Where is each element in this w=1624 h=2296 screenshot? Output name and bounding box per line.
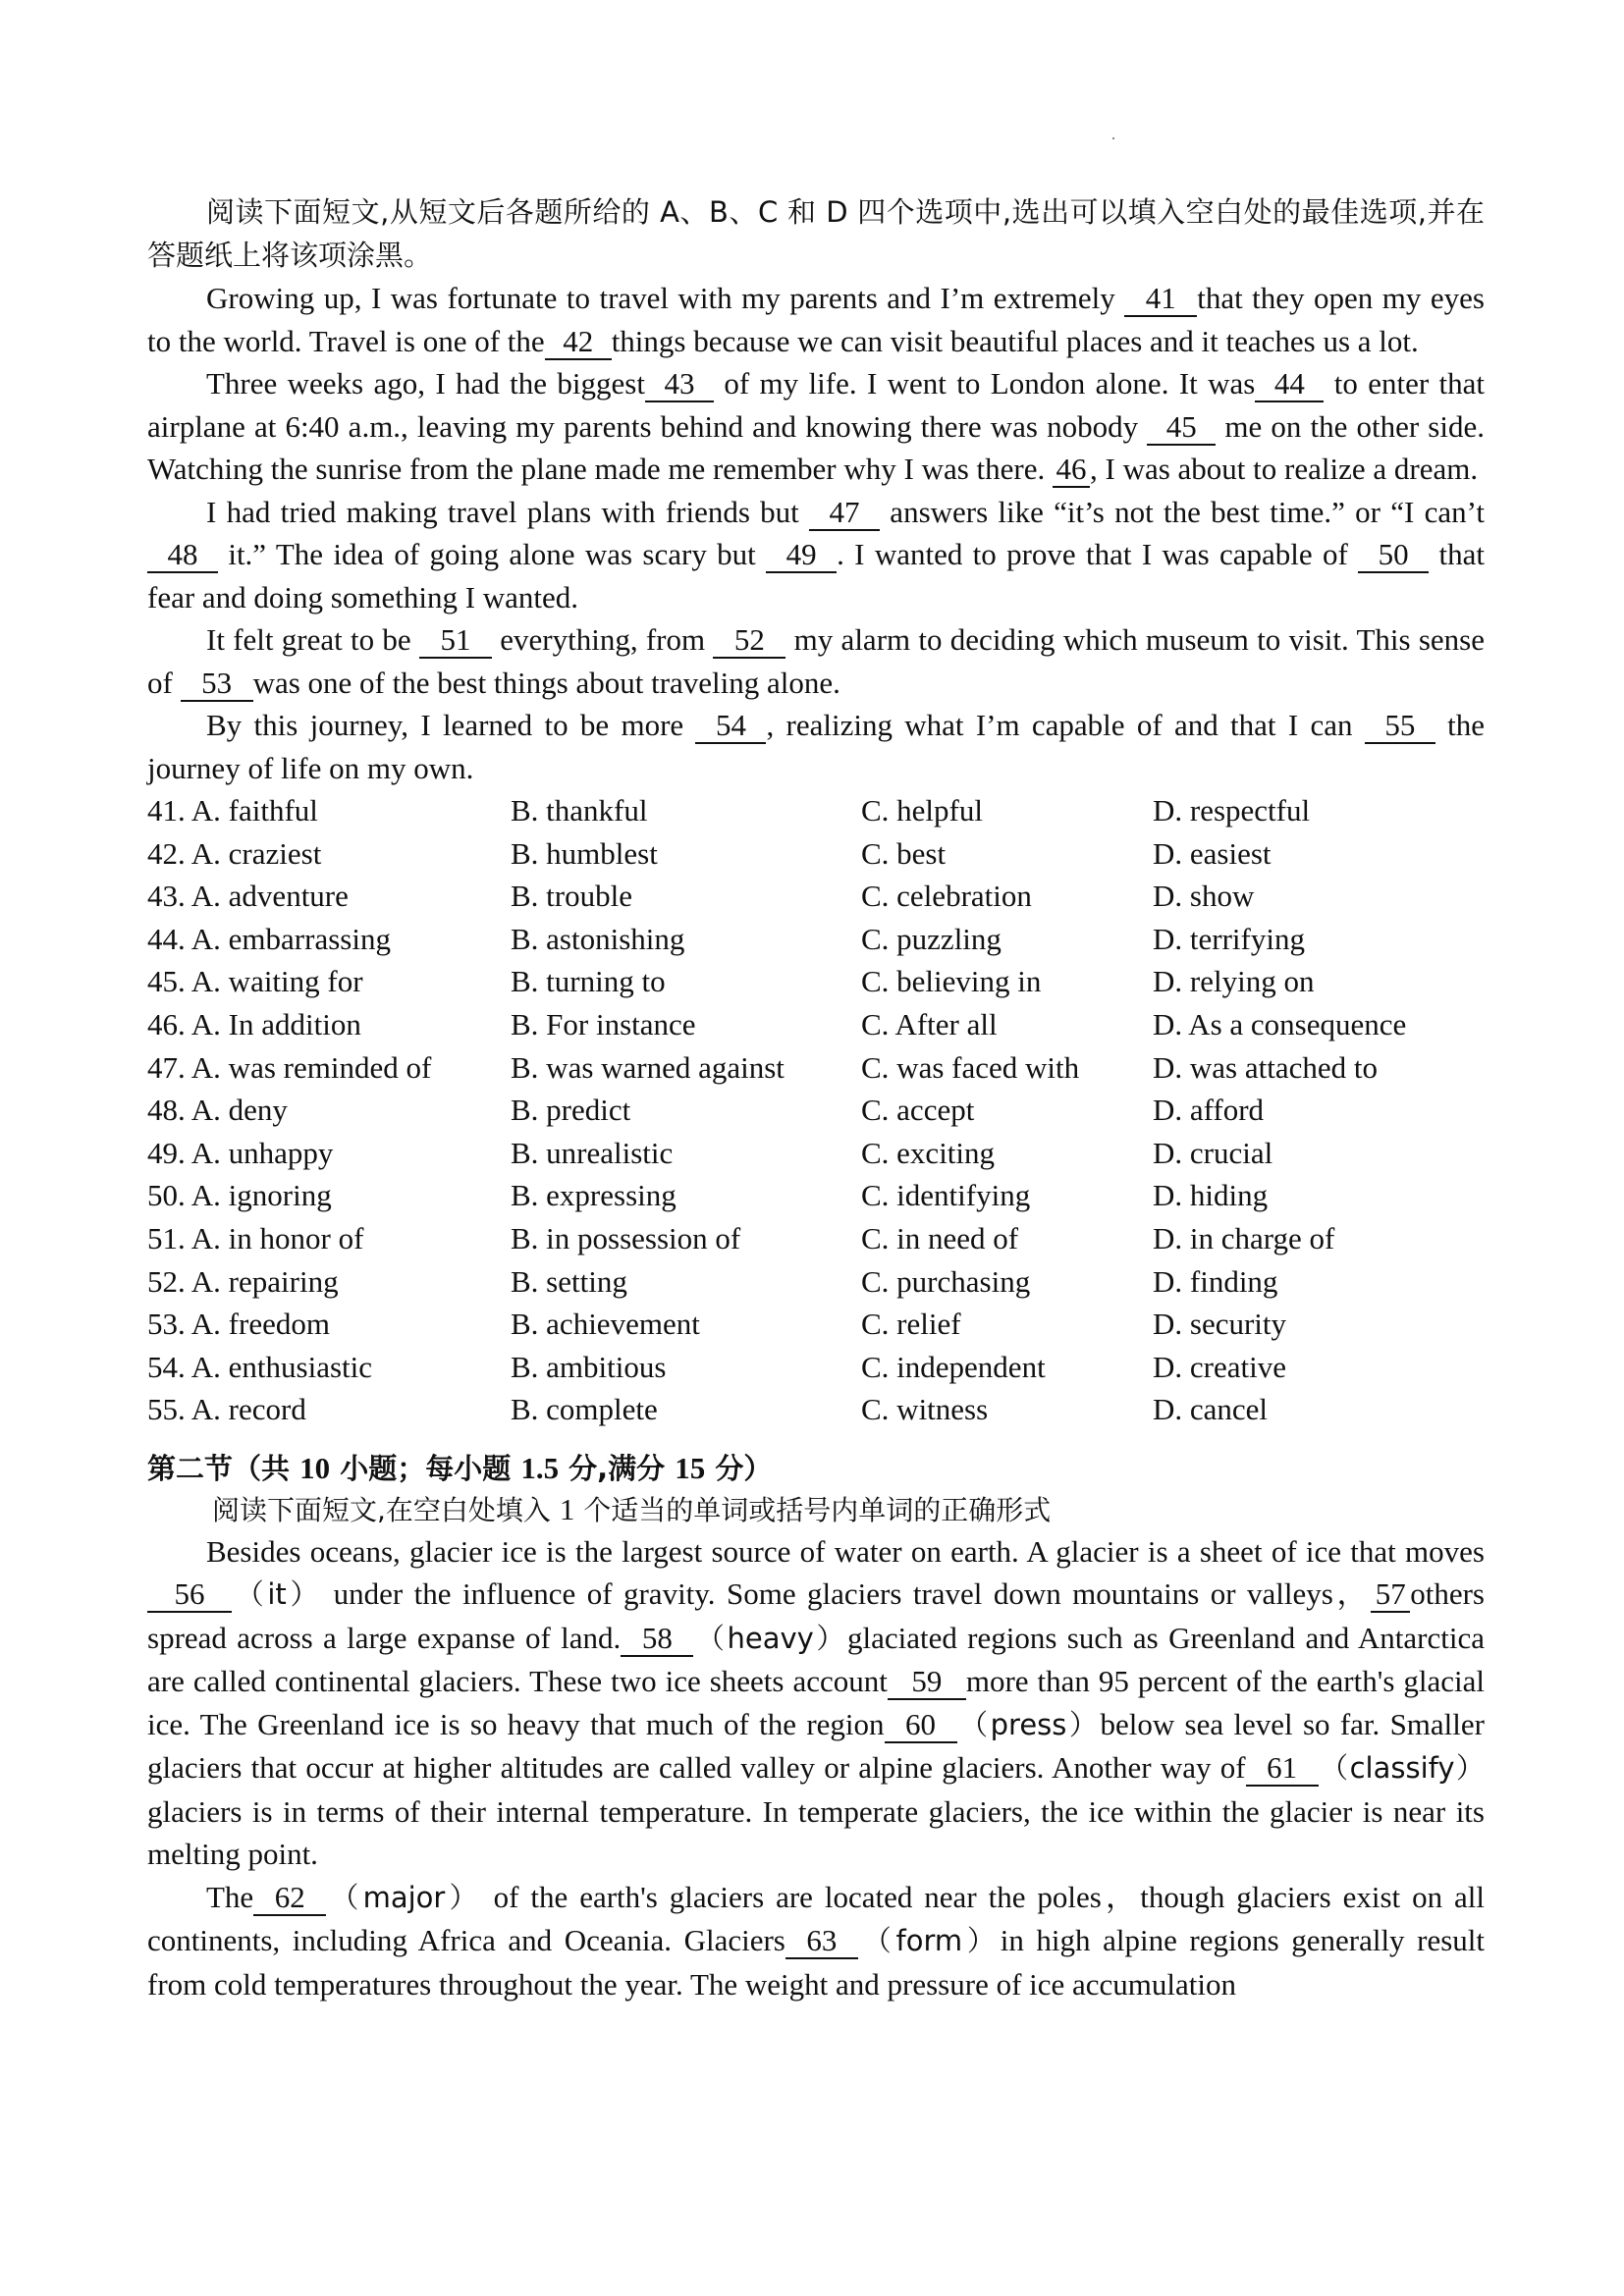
option-a[interactable]: 54. A. enthusiastic: [147, 1349, 373, 1384]
blank-43[interactable]: 43: [645, 367, 714, 402]
blank-57[interactable]: 57: [1371, 1577, 1410, 1613]
blank-54[interactable]: 54: [695, 709, 766, 744]
blank-56[interactable]: 56: [147, 1577, 232, 1613]
option-row-53: [147, 1303, 1485, 1346]
option-b[interactable]: B. achievement: [511, 1307, 700, 1342]
option-c[interactable]: C. best: [861, 835, 947, 871]
option-a[interactable]: 44. A. embarrassing: [147, 921, 391, 956]
option-a[interactable]: 47. A. was reminded of: [147, 1049, 432, 1085]
hint: （classify）: [1318, 1751, 1485, 1786]
option-a[interactable]: 55. A. record: [147, 1392, 306, 1427]
blank-58[interactable]: 58: [621, 1622, 693, 1657]
option-row-49: [147, 1132, 1485, 1175]
blank-51[interactable]: 51: [419, 623, 492, 659]
option-row-48: [147, 1089, 1485, 1132]
blank-44[interactable]: 44: [1255, 367, 1324, 402]
blank-52[interactable]: 52: [713, 623, 785, 659]
blank-45[interactable]: 45: [1147, 410, 1216, 446]
section2-instruction: [147, 1490, 1485, 1530]
text: 阅读下面短文,在空白处填入: [212, 1493, 560, 1526]
text: By this journey, I learned to be more: [206, 708, 696, 742]
option-d[interactable]: D. crucial: [1153, 1135, 1273, 1170]
blank-41[interactable]: 41: [1124, 282, 1197, 317]
text: 15: [675, 1450, 706, 1485]
hint: （it）: [232, 1577, 323, 1612]
blank-55[interactable]: 55: [1365, 709, 1435, 744]
option-c[interactable]: C. purchasing: [861, 1263, 1031, 1299]
option-row-43: [147, 875, 1485, 918]
instruction-text: 阅读下面短文,从短文后各题所给的 A、B、C 和 D 四个选项中,选出可以填入空白处的最佳选项,并在答题纸上将该项涂黑。: [147, 195, 1485, 272]
option-d[interactable]: D. creative: [1153, 1349, 1286, 1384]
blank-63[interactable]: 63: [785, 1924, 858, 1959]
text: glaciers is in terms of their internal temperature. In temperate glaciers, the ice within the glacier is near its melting point.: [147, 1793, 1485, 1872]
passage1-paragraph-1: [147, 277, 1485, 362]
option-d[interactable]: D. relying on: [1153, 964, 1315, 999]
option-a[interactable]: 46. A. In addition: [147, 1006, 361, 1041]
option-b[interactable]: B. thankful: [511, 793, 648, 828]
option-a[interactable]: 53. A. freedom: [147, 1307, 330, 1342]
text: , I was about to realize a dream.: [1090, 452, 1479, 486]
option-d[interactable]: D. terrifying: [1153, 921, 1305, 956]
option-c[interactable]: C. accept: [861, 1093, 975, 1128]
text: below sea level so far. Smaller glaciers that occur at higher altitudes are called valley or alpine glaciers. Another way of: [147, 1706, 1485, 1786]
blank-59[interactable]: 59: [888, 1665, 966, 1700]
option-d[interactable]: D. afford: [1153, 1093, 1265, 1128]
blank-61[interactable]: 61: [1246, 1751, 1319, 1787]
hint: （press）: [956, 1707, 1101, 1741]
option-c[interactable]: C. identifying: [861, 1178, 1031, 1213]
text: 小题；每小题: [330, 1451, 521, 1485]
option-d[interactable]: D. hiding: [1153, 1178, 1269, 1213]
option-row-54: [147, 1346, 1485, 1389]
option-c[interactable]: C. independent: [861, 1349, 1046, 1384]
blank-46[interactable]: 46: [1053, 453, 1090, 488]
section2-title: [147, 1447, 1485, 1490]
text: my alarm to deciding which museum to visit. This sense of: [147, 622, 1485, 700]
option-b[interactable]: B. complete: [511, 1392, 658, 1427]
option-b[interactable]: B. turning to: [511, 964, 666, 999]
option-a[interactable]: 45. A. waiting for: [147, 964, 363, 999]
passage2-paragraph-2: [147, 1876, 1485, 2006]
hint: （major）: [326, 1880, 482, 1914]
option-d[interactable]: D. As a consequence: [1153, 1006, 1407, 1041]
option-b[interactable]: B. predict: [511, 1093, 631, 1128]
exam-page: [147, 191, 1485, 2005]
text: 1: [559, 1491, 575, 1526]
passage1-paragraph-5: [147, 704, 1485, 789]
scan-mark: [1112, 137, 1114, 139]
text: under the influence of gravity. Some glaciers travel down mountains or valleys，: [322, 1576, 1372, 1612]
text: it.” The idea of going alone was scary but: [218, 537, 767, 571]
text: in high alpine regions generally result from cold temperatures throughout the year. The weight and pressure of ice accumulation: [147, 1923, 1485, 2002]
passage1-paragraph-2: [147, 362, 1485, 491]
passage2-paragraph-1: [147, 1530, 1485, 1876]
text: of the earth's glaciers are located near the poles，though glaciers exist on all continents, including Africa and Oceania. Glaciers: [147, 1879, 1485, 1958]
text: me on the other side. Watching the sunrise from the plane made me remember why I was there.: [147, 408, 1485, 486]
option-c[interactable]: C. witness: [861, 1392, 989, 1427]
text: everything, from: [491, 622, 714, 657]
blank-48[interactable]: 48: [147, 538, 218, 573]
option-row-52: [147, 1260, 1485, 1304]
option-b[interactable]: B. For instance: [511, 1006, 696, 1041]
section1-instruction: [147, 191, 1485, 277]
options-table: [147, 789, 1485, 1431]
option-c[interactable]: C. was faced with: [861, 1049, 1080, 1085]
option-b[interactable]: B. ambitious: [511, 1349, 667, 1384]
option-a[interactable]: 43. A. adventure: [147, 879, 349, 914]
text: to enter that airplane at 6:40 a.m., leaving my parents behind and knowing there was nobody: [147, 366, 1486, 444]
option-row-45: [147, 960, 1485, 1003]
text: others spread across a large expanse of land.: [147, 1576, 1485, 1655]
option-d[interactable]: D. cancel: [1153, 1392, 1269, 1427]
option-b[interactable]: B. expressing: [511, 1178, 677, 1213]
text: 10: [299, 1450, 331, 1485]
option-b[interactable]: B. was warned against: [511, 1049, 785, 1085]
option-b[interactable]: B. unrealistic: [511, 1135, 674, 1170]
option-d[interactable]: D. in charge of: [1153, 1220, 1335, 1255]
option-a[interactable]: 51. A. in honor of: [147, 1220, 364, 1255]
text: , realizing what I’m capable of and that I can: [766, 708, 1365, 742]
option-c[interactable]: C. helpful: [861, 793, 983, 828]
text: 第二节（共: [147, 1451, 300, 1485]
option-b[interactable]: B. in possession of: [511, 1220, 741, 1255]
text: that fear and doing something I wanted.: [147, 537, 1485, 614]
option-d[interactable]: D. show: [1153, 879, 1255, 914]
option-c[interactable]: C. puzzling: [861, 921, 1001, 956]
text: that they open my eyes to the world. Travel is one of the: [147, 281, 1485, 358]
blank-53[interactable]: 53: [181, 667, 253, 702]
blank-49[interactable]: 49: [766, 538, 837, 573]
option-c[interactable]: C. relief: [861, 1307, 961, 1342]
option-row-50: [147, 1174, 1485, 1217]
option-a[interactable]: 52. A. repairing: [147, 1263, 339, 1299]
text: glaciated regions such as Greenland and Antarctica are called continental glaciers. These two ice sheets account: [147, 1620, 1485, 1699]
text: the journey of life on my own.: [147, 708, 1485, 785]
option-b[interactable]: B. trouble: [511, 879, 632, 914]
option-d[interactable]: D. finding: [1153, 1263, 1278, 1299]
option-d[interactable]: D. security: [1153, 1307, 1287, 1342]
option-b[interactable]: B. setting: [511, 1263, 627, 1299]
option-a[interactable]: 42. A. craziest: [147, 835, 322, 871]
text: I had tried making travel plans with friends but: [206, 494, 810, 529]
passage1-paragraph-3: [147, 491, 1485, 619]
blank-47[interactable]: 47: [809, 496, 880, 531]
option-row-42: [147, 832, 1485, 876]
option-c[interactable]: C. exciting: [861, 1135, 996, 1170]
option-c[interactable]: C. believing in: [861, 964, 1042, 999]
option-row-47: [147, 1046, 1485, 1090]
text: of my life. I went to London alone. It was: [713, 366, 1256, 400]
text: 1.5: [520, 1450, 560, 1485]
text: . I wanted to prove that I was capable of: [837, 537, 1359, 571]
option-d[interactable]: D. was attached to: [1153, 1049, 1378, 1085]
hint: （heavy）: [693, 1621, 847, 1655]
blank-62[interactable]: 62: [253, 1881, 326, 1916]
blank-42[interactable]: 42: [545, 325, 612, 360]
blank-50[interactable]: 50: [1358, 538, 1429, 573]
text: was one of the best things about traveling alone.: [252, 665, 840, 700]
option-a[interactable]: 50. A. ignoring: [147, 1178, 332, 1213]
text: Besides oceans, glacier ice is the largest source of water on earth. A glacier is a sheet of ice that moves: [206, 1533, 1485, 1569]
option-d[interactable]: D. easiest: [1153, 835, 1272, 871]
option-d[interactable]: D. respectful: [1153, 793, 1311, 828]
option-b[interactable]: B. astonishing: [511, 921, 685, 956]
text: Growing up, I was fortunate to travel with my parents and I’m extremely: [206, 281, 1125, 315]
option-row-51: [147, 1217, 1485, 1260]
option-a[interactable]: 49. A. unhappy: [147, 1135, 334, 1170]
option-c[interactable]: C. After all: [861, 1006, 998, 1041]
text: 分）: [705, 1451, 773, 1485]
text: 分,满分: [559, 1451, 676, 1485]
text: It felt great to be: [206, 622, 419, 657]
text: 个适当的单词或括号内单词的正确形式: [574, 1493, 1052, 1526]
text: things because we can visit beautiful places and it teaches us a lot.: [611, 323, 1419, 358]
hint: （form）: [857, 1924, 1001, 1958]
option-row-55: [147, 1388, 1485, 1431]
text: The: [206, 1879, 254, 1914]
option-b[interactable]: B. humblest: [511, 835, 658, 871]
passage1-paragraph-4: [147, 618, 1485, 704]
text: Three weeks ago, I had the biggest: [206, 366, 645, 400]
blank-60[interactable]: 60: [885, 1708, 957, 1743]
option-a[interactable]: 41. A. faithful: [147, 793, 318, 828]
option-a[interactable]: 48. A. deny: [147, 1093, 288, 1128]
option-c[interactable]: C. in need of: [861, 1220, 1019, 1255]
option-row-46: [147, 1003, 1485, 1046]
option-row-44: [147, 918, 1485, 961]
option-c[interactable]: C. celebration: [861, 879, 1032, 914]
text: answers like “it’s not the best time.” or “I can’t: [880, 494, 1485, 529]
option-row-41: [147, 789, 1485, 832]
text: more than 95 percent of the earth's glacial ice. The Greenland ice is so heavy that much of the region: [147, 1664, 1485, 1741]
